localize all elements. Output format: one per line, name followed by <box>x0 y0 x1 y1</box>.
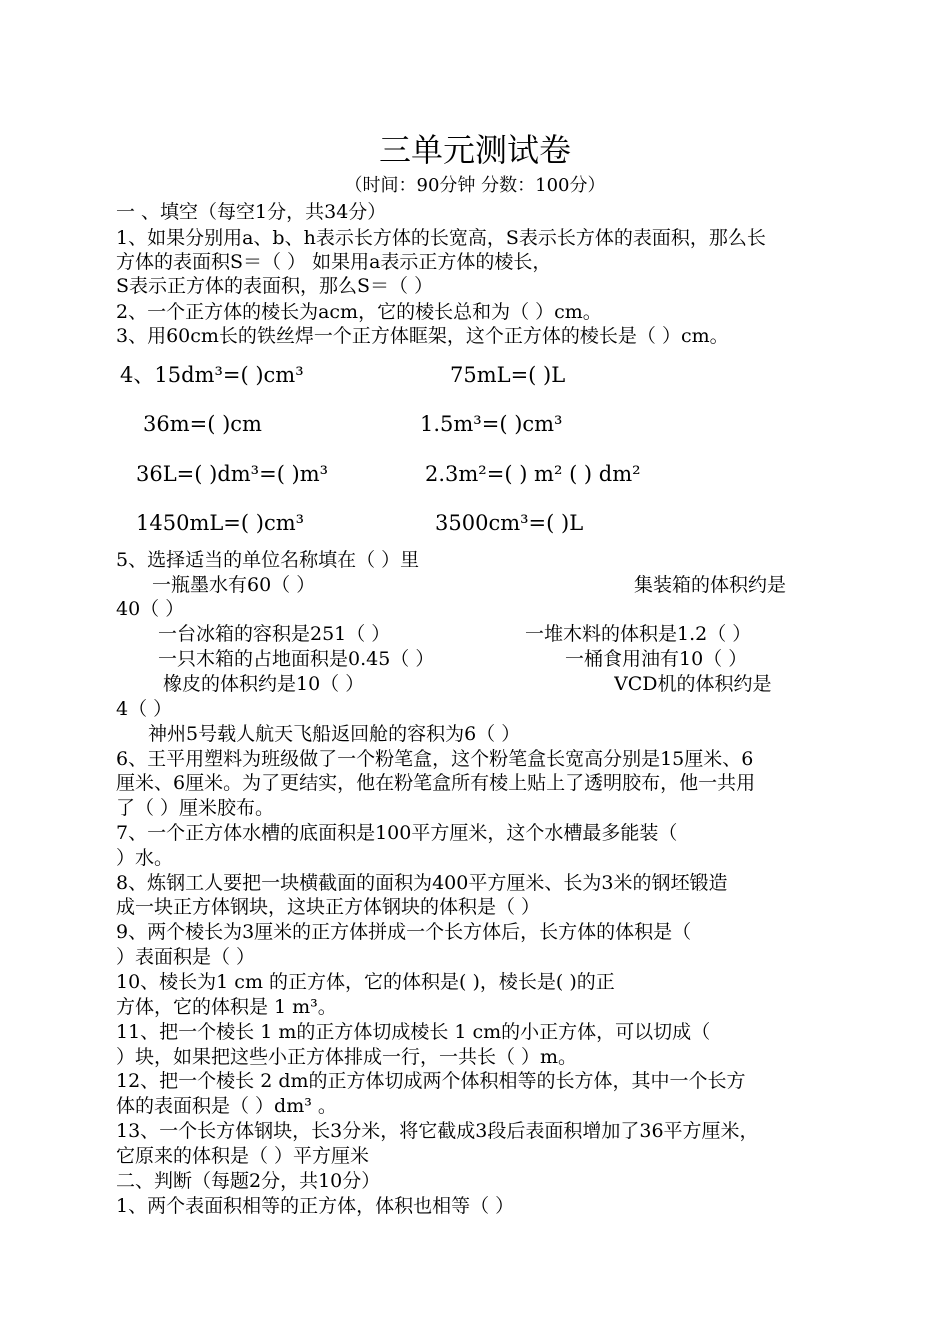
judge-q1: 1、两个表面积相等的正方体，体积也相等（ ） <box>116 1195 515 1217</box>
q5-item-a2: 集装箱的体积约是 <box>634 574 787 596</box>
q9-line1: 9、两个棱长为3厘米的正方体拼成一个长方体后，长方体的体积是（ <box>116 921 692 943</box>
q5-item-a3: 40（ ） <box>116 598 185 620</box>
page-title: 三单元测试卷 <box>378 131 571 169</box>
q4-row3-right: 2.3m²=( ) m² ( ) dm² <box>425 462 641 486</box>
q13-line1: 13、一个长方体钢块，长3分米，将它截成3段后表面积增加了36平方厘米， <box>116 1120 759 1142</box>
q3: 3、用60cm长的铁丝焊一个正方体眶架，这个正方体的棱长是（ ）cm。 <box>116 325 729 347</box>
q4-row4-left: 1450mL=( )cm³ <box>136 511 305 535</box>
q5-item-d3: 4（ ） <box>116 698 173 720</box>
q5-item-b2: 一堆木料的体积是1.2（ ） <box>525 623 752 645</box>
q5-item-b1: 一台冰箱的容积是251（ ） <box>158 623 391 645</box>
q5-item-c1: 一只木箱的占地面积是0.45（ ） <box>158 648 435 670</box>
exam-subtitle: （时间：90分钟 分数：100分） <box>344 175 606 196</box>
q10-line1: 10、棱长为1 cm 的正方体，它的体积是( )，棱长是( )的正 <box>116 971 615 993</box>
q5-item-e1: 神州5号载人航天飞船返回舱的容积为6（ ） <box>148 723 521 745</box>
q2: 2、一个正方体的棱长为acm，它的棱长总和为（ ）cm。 <box>116 301 602 323</box>
q4-row4-right: 3500cm³=( )L <box>435 511 584 535</box>
q12-line1: 12、把一个棱长 2 dm的正方体切成两个体积相等的长方体，其中一个长方 <box>116 1070 746 1092</box>
q6-line2: 厘米、6厘米。为了更结实，他在粉笔盒所有棱上贴上了透明胶布，他一共用 <box>116 772 756 794</box>
q7-line2: ）水。 <box>116 847 174 869</box>
q5-item-d1: 橡皮的体积约是10（ ） <box>163 673 365 695</box>
q1-line1: 1、如果分别用a、b、h表示长方体的长宽高，S表示长方体的表面积，那么长 <box>116 227 766 249</box>
q1-line2: 方体的表面积S＝（ ） 如果用a表示正方体的棱长， <box>116 251 552 273</box>
q12-line2: 体的表面积是（ ）dm³ 。 <box>116 1095 337 1117</box>
q9-line2: ）表面积是（ ） <box>116 946 256 968</box>
q10-line2: 方体，它的体积是 1 m³。 <box>116 996 337 1018</box>
q6-line1: 6、王平用塑料为班级做了一个粉笔盒，这个粉笔盒长宽高分别是15厘米、6 <box>116 748 754 770</box>
section2-heading: 二、判断（每题2分，共10分） <box>116 1170 381 1192</box>
q4-row2-left: 36m=( )cm <box>143 412 262 436</box>
q6-line3: 了（ ）厘米胶布。 <box>116 797 275 819</box>
q4-row1-left: 4、15dm³=( )cm³ <box>120 363 304 387</box>
q4-row1-right: 75mL=( )L <box>450 363 566 387</box>
q1-line3: S表示正方体的表面积，那么S＝（ ） <box>116 275 434 297</box>
q11-line1: 11、把一个棱长 1 m的正方体切成棱长 1 cm的小正方体，可以切成（ <box>116 1021 711 1043</box>
q5-item-c2: 一桶食用油有10（ ） <box>565 648 748 670</box>
q5-item-d2: VCD机的体积约是 <box>614 673 772 695</box>
section1-heading: 一 、填空（每空1分，共34分） <box>116 201 387 223</box>
q5-heading: 5、选择适当的单位名称填在（ ）里 <box>116 549 420 571</box>
q13-line2: 它原来的体积是（ ）平方厘米 <box>116 1145 370 1167</box>
q7-line1: 7、一个正方体水槽的底面积是100平方厘米，这个水槽最多能装（ <box>116 822 678 844</box>
q8-line2: 成一块正方体钢块，这块正方体钢块的体积是（ ） <box>116 896 541 918</box>
q8-line1: 8、炼钢工人要把一块横截面的面积为400平方厘米、长为3米的钢坯锻造 <box>116 872 728 894</box>
q5-item-a1: 一瓶墨水有60（ ） <box>152 574 316 596</box>
q4-row3-left: 36L=( )dm³=( )m³ <box>136 462 329 486</box>
q11-line2: ）块，如果把这些小正方体排成一行，一共长（ ）m。 <box>116 1046 578 1068</box>
q4-row2-right: 1.5m³=( )cm³ <box>420 412 563 436</box>
